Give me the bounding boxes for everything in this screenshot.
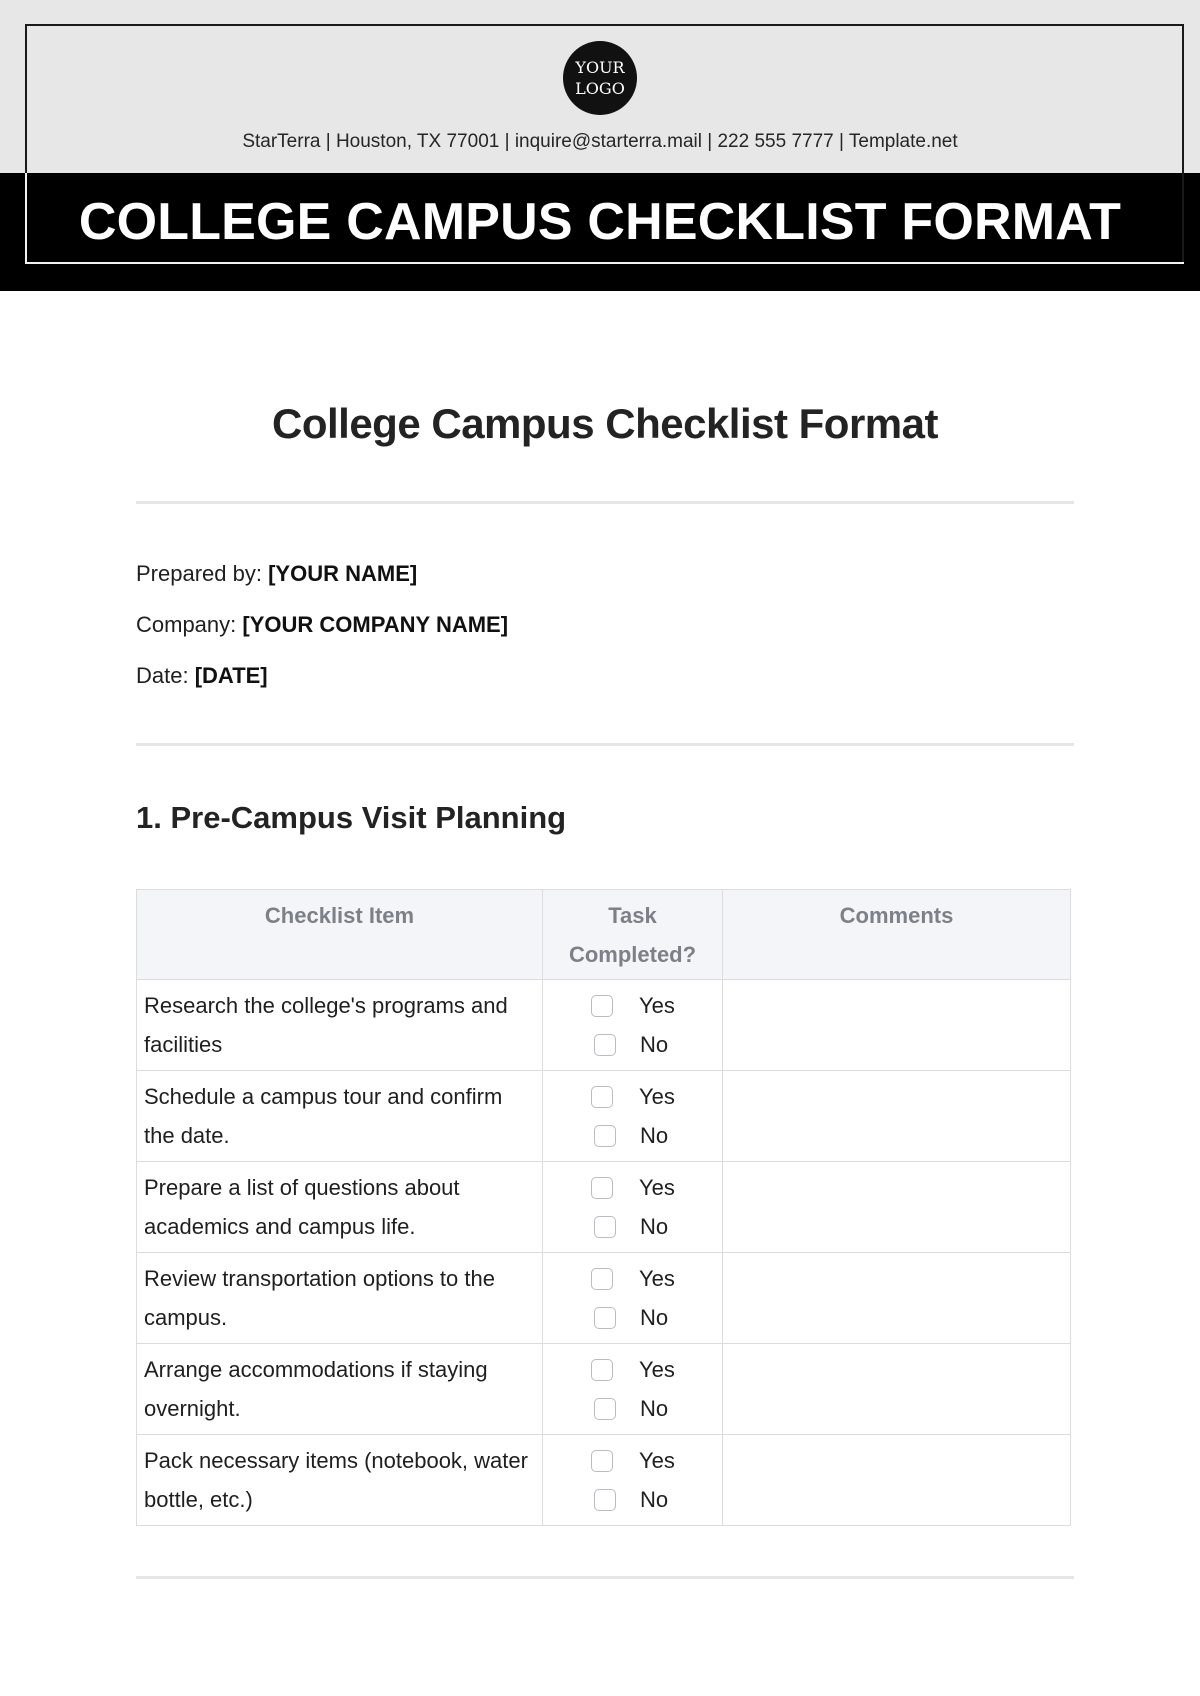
table-row [137,980,1071,1071]
status-cell [543,1162,723,1253]
column-header-comments: Comments [723,890,1071,980]
no-checkbox[interactable] [594,1125,616,1147]
yes-label: Yes [639,1266,675,1291]
no-checkbox[interactable] [594,1398,616,1420]
date [136,663,268,689]
checklist-item: Prepare a list of questions about academics and campus life. [137,1162,543,1253]
logo-text: YOUR LOGO [575,58,625,98]
no-label: No [640,1396,669,1421]
prepared-by [136,561,417,587]
checklist-item: Review transportation options to the campus. [137,1253,543,1344]
divider [136,501,1074,504]
prepared-by-label: Prepared by: [136,561,262,586]
no-checkbox[interactable] [594,1034,616,1056]
table-header-row [137,890,1071,980]
yes-label: Yes [639,1175,675,1200]
divider [136,1576,1074,1579]
no-checkbox[interactable] [594,1489,616,1511]
checklist-item: Schedule a campus tour and confirm the date. [137,1071,543,1162]
comment-cell[interactable] [723,980,1071,1071]
company-label: Company: [136,612,237,637]
checklist-item: Pack necessary items (notebook, water bottle, etc.) [137,1435,543,1526]
status-cell [543,1071,723,1162]
status-cell [543,980,723,1071]
comment-cell[interactable] [723,1253,1071,1344]
yes-label: Yes [639,1084,675,1109]
table-row [137,1253,1071,1344]
column-header-item: Checklist Item [137,890,543,980]
status-cell [543,1344,723,1435]
banner-title: COLLEGE CAMPUS CHECKLIST FORMAT [78,193,1122,251]
no-checkbox[interactable] [594,1216,616,1238]
yes-checkbox[interactable] [591,1450,613,1472]
table-row [137,1071,1071,1162]
status-cell [543,1435,723,1526]
no-checkbox[interactable] [594,1307,616,1329]
date-label: Date: [136,663,189,688]
table-row [137,1435,1071,1526]
document-title: College Campus Checklist Format [272,400,938,447]
checklist-table [136,889,1071,1526]
section-title: 1. Pre-Campus Visit Planning [136,800,567,835]
table-row [137,1162,1071,1253]
date-value: [DATE] [194,663,268,688]
yes-checkbox[interactable] [591,1177,613,1199]
comment-cell[interactable] [723,1162,1071,1253]
status-cell [543,1253,723,1344]
checklist-item: Arrange accommodations if staying overnight. [137,1344,543,1435]
prepared-by-value: [YOUR NAME] [268,561,418,586]
comment-cell[interactable] [723,1435,1071,1526]
no-label: No [640,1487,669,1512]
yes-checkbox[interactable] [591,995,613,1017]
no-label: No [640,1032,669,1057]
checklist-item: Research the college's programs and facilities [137,980,543,1071]
yes-checkbox[interactable] [591,1359,613,1381]
no-label: No [640,1214,669,1239]
comment-cell[interactable] [723,1344,1071,1435]
table-row [137,1344,1071,1435]
yes-checkbox[interactable] [591,1268,613,1290]
contact-line: StarTerra | Houston, TX 77001 | inquire@starterra.mail | 222 555 7777 | Template.net [242,131,958,152]
company-logo [563,41,637,115]
yes-checkbox[interactable] [591,1086,613,1108]
no-label: No [640,1305,669,1330]
no-label: No [640,1123,669,1148]
company [136,612,508,638]
yes-label: Yes [639,1357,675,1382]
comment-cell[interactable] [723,1071,1071,1162]
company-value: [YOUR COMPANY NAME] [242,612,509,637]
column-header-status: Task Completed? [543,890,723,980]
divider [136,743,1074,746]
yes-label: Yes [639,993,675,1018]
yes-label: Yes [639,1448,675,1473]
